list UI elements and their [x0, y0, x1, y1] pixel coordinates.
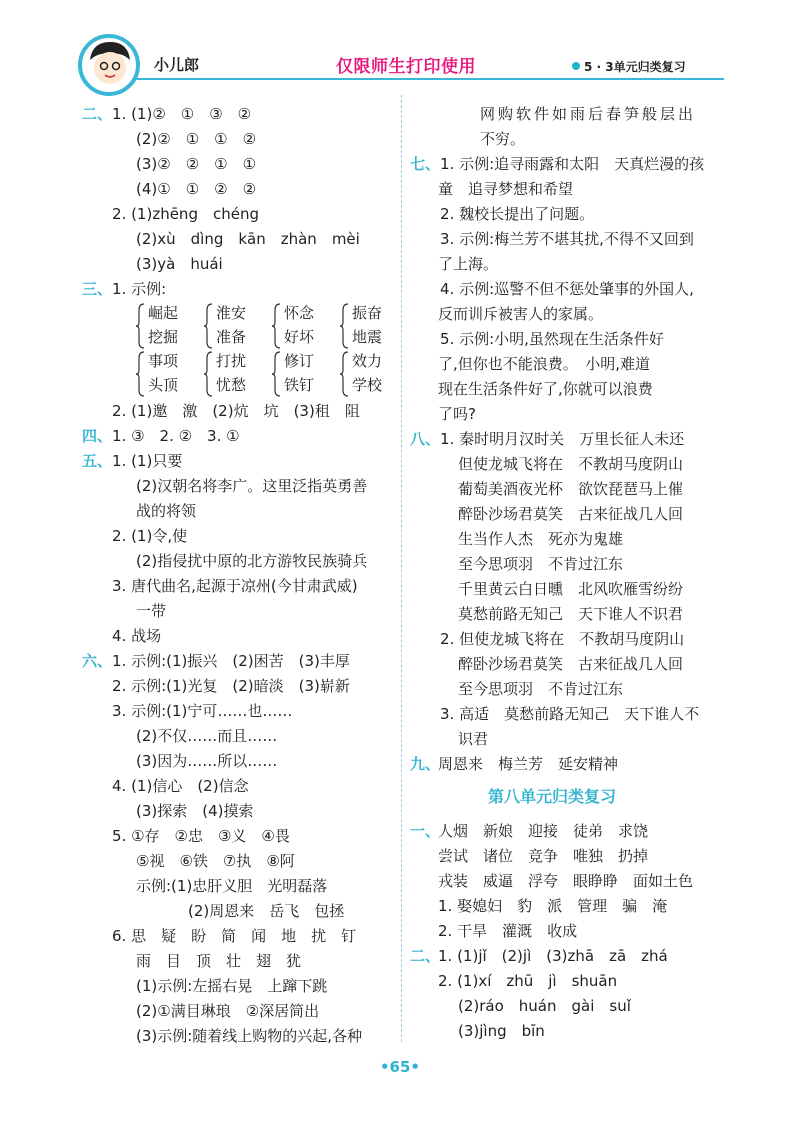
pair-word: 挖掘 — [148, 328, 179, 346]
pair-word: 好坏 — [284, 328, 315, 346]
answer-line: 4. 示例:巡警不但不惩处肇事的外国人, — [440, 280, 694, 298]
answer-line: 2. (1)zhēng chéng — [112, 205, 259, 223]
page-header — [0, 0, 800, 100]
header-rule — [136, 78, 724, 80]
pair-word: 打扰 — [216, 352, 247, 370]
brace-icon — [272, 350, 282, 398]
answer-line: 战的将领 — [136, 502, 197, 520]
pair-word: 地震 — [352, 328, 383, 346]
answer-line: 1. 示例:(1)振兴 (2)困苦 (3)丰厚 — [112, 652, 350, 670]
poem-line: 千里黄云白日曛 北风吹雁雪纷纷 — [458, 580, 684, 598]
pair-word: 事项 — [148, 352, 179, 370]
answer-line: (2)不仅……而且…… — [136, 727, 278, 745]
section-label-3: 三、 — [82, 280, 113, 298]
answer-line: (3)示例:随着线上购物的兴起,各种 — [136, 1027, 363, 1045]
answer-line: ⑤视 ⑥铁 ⑦执 ⑧阿 — [136, 852, 295, 870]
answer-line: 1. (1)只要 — [112, 452, 183, 470]
answer-line: 不穷。 — [480, 130, 526, 148]
answer-line: (3)yà huái — [136, 255, 223, 273]
brace-icon — [136, 302, 146, 350]
poem-line: 识君 — [458, 730, 489, 748]
answer-line: (2)② ① ① ② — [136, 130, 257, 148]
section-label-9: 九、 — [410, 755, 441, 773]
answer-line: 4. (1)信心 (2)信念 — [112, 777, 249, 795]
poem-line: 醉卧沙场君莫笑 古来征战几人回 — [458, 505, 684, 523]
answer-line: 了,但你也不能浪费。 小明,难道 — [438, 355, 651, 373]
series-label — [572, 58, 686, 75]
answer-line: 周恩来 梅兰芳 延安精神 — [438, 755, 619, 773]
poem-line: 但使龙城飞将在 不教胡马度阴山 — [458, 455, 684, 473]
answer-line: 2. (1)令,使 — [112, 527, 188, 545]
answer-line: 一带 — [136, 602, 167, 620]
print-notice-banner: 仅限师生打印使用 — [336, 57, 476, 77]
brace-icon — [136, 350, 146, 398]
answer-line: 了吗? — [438, 405, 476, 423]
answer-line: (3)探索 (4)摸索 — [136, 802, 254, 820]
answer-line: 尝试 诸位 竞争 唯独 扔掉 — [438, 847, 649, 865]
answer-line: 3. 唐代曲名,起源于凉州(今甘肃武威) — [112, 577, 358, 595]
answer-line: (4)① ① ② ② — [136, 180, 257, 198]
section-label-7: 七、 — [410, 155, 441, 173]
brace-icon — [340, 302, 350, 350]
poem-line: 2. 但使龙城飞将在 不教胡马度阴山 — [440, 630, 685, 648]
brace-icon — [204, 302, 214, 350]
answer-line: 2. (1)邀 激 (2)炕 坑 (3)租 阻 — [112, 402, 360, 420]
poem-line: 生当作人杰 死亦为鬼雄 — [458, 530, 624, 548]
answer-line: 5. 示例:小明,虽然现在生活条件好 — [440, 330, 664, 348]
pair-word: 崛起 — [148, 304, 179, 322]
pair-word: 怀念 — [284, 304, 315, 322]
poem-line: 至今思项羽 不肯过江东 — [458, 555, 624, 573]
answer-line: 4. 战场 — [112, 627, 162, 645]
answer-line: (2)ráo huán gài suǐ — [458, 997, 631, 1015]
answer-line: (3)因为……所以…… — [136, 752, 278, 770]
answer-line: 戎装 威逼 浮夸 眼睁睁 面如土色 — [438, 872, 694, 890]
poem-line: 3. 高适 莫愁前路无知己 天下谁人不 — [440, 705, 700, 723]
poem-line: 1. 秦时明月汉时关 万里长征人未还 — [440, 430, 685, 448]
answer-line: 示例:(1)忠肝义胆 光明磊落 — [136, 877, 328, 895]
answer-line: 3. 示例:(1)宁可……也…… — [112, 702, 293, 720]
answer-line: 现在生活条件好了,你就可以浪费 — [438, 380, 653, 398]
answer-line: 1. (1)jǐ (2)jì (3)zhā zā zhá — [438, 947, 668, 965]
answer-line: 1. ③ 2. ② 3. ① — [112, 427, 240, 445]
answer-line: 3. 示例:梅兰芳不堪其扰,不得不又回到 — [440, 230, 694, 248]
pair-word: 振奋 — [352, 304, 383, 322]
pair-word: 修订 — [284, 352, 315, 370]
answer-line: 2. 魏校长提出了问题。 — [440, 205, 595, 223]
answer-line: 童 追寻梦想和希望 — [438, 180, 574, 198]
answer-line: 2. 示例:(1)光复 (2)暗淡 (3)崭新 — [112, 677, 350, 695]
brand-name: 小儿郎 — [154, 56, 200, 74]
pair-word: 准备 — [216, 328, 247, 346]
answer-line: (3)② ② ① ① — [136, 155, 257, 173]
section-label-2: 二、 — [82, 105, 113, 123]
poem-line: 莫愁前路无知己 天下谁人不识君 — [458, 605, 684, 623]
section-label-u2: 二、 — [410, 947, 441, 965]
section-label-6: 六、 — [82, 652, 113, 670]
column-divider — [401, 95, 402, 1042]
unit-title: 第八单元归类复习 — [488, 787, 617, 806]
poem-line: 至今思项羽 不肯过江东 — [458, 680, 624, 698]
answer-line: 2. 干旱 灌溉 收成 — [438, 922, 578, 940]
series-text: 5 · 3单元归类复习 — [584, 60, 686, 74]
pair-word: 头顶 — [148, 376, 179, 394]
poem-line: 葡萄美酒夜光杯 欲饮琵琶马上催 — [458, 480, 684, 498]
poem-line: 醉卧沙场君莫笑 古来征战几人回 — [458, 655, 684, 673]
answer-line: 反而训斥被害人的家属。 — [438, 305, 604, 323]
answer-line: (2)①满目琳琅 ②深居简出 — [136, 1002, 320, 1020]
pair-word: 学校 — [352, 376, 383, 394]
answer-line: (2)xù dìng kān zhàn mèi — [136, 230, 360, 248]
answer-line: 网购软件如雨后春笋般层出 — [480, 105, 697, 123]
answer-line: 1. 示例: — [112, 280, 167, 298]
brace-icon — [340, 350, 350, 398]
section-label-u1: 一、 — [410, 822, 441, 840]
section-label-5: 五、 — [82, 452, 113, 470]
answer-line: (1)示例:左摇右晃 上蹿下跳 — [136, 977, 328, 995]
answer-line: 人烟 新娘 迎接 徒弟 求饶 — [438, 822, 649, 840]
pair-word: 铁钉 — [284, 376, 315, 394]
answer-line: 1. (1)② ① ③ ② — [112, 105, 252, 123]
brace-icon — [272, 302, 282, 350]
pair-word: 效力 — [352, 352, 383, 370]
answer-line: (2)指侵扰中原的北方游牧民族骑兵 — [136, 552, 368, 570]
bullet-dot-icon — [572, 62, 580, 70]
pair-word: 忧愁 — [216, 376, 247, 394]
answer-line: (3)jìng bīn — [458, 1022, 545, 1040]
section-label-4: 四、 — [82, 427, 113, 445]
answer-line: 雨 目 顶 壮 翅 犹 — [136, 952, 302, 970]
answer-line: 5. ①存 ②忠 ③义 ④畏 — [112, 827, 290, 845]
answer-line: 6. 思 疑 盼 简 闻 地 扰 钉 — [112, 927, 357, 945]
answer-line: 1. 娶媳妇 豹 派 管理 骗 淹 — [438, 897, 668, 915]
answer-line: 1. 示例:追寻雨露和太阳 天真烂漫的孩 — [440, 155, 705, 173]
section-label-8: 八、 — [410, 430, 441, 448]
answer-line: 2. (1)xí zhū jì shuān — [438, 972, 618, 990]
boy-mascot-logo — [78, 34, 140, 96]
brace-icon — [204, 350, 214, 398]
page-number: •65• — [379, 1058, 421, 1076]
answer-line: (2)汉朝名将李广。这里泛指英勇善 — [136, 477, 368, 495]
answer-line: 了上海。 — [438, 255, 499, 273]
pair-word: 淮安 — [216, 304, 247, 322]
answer-line: (2)周恩来 岳飞 包拯 — [188, 902, 345, 920]
